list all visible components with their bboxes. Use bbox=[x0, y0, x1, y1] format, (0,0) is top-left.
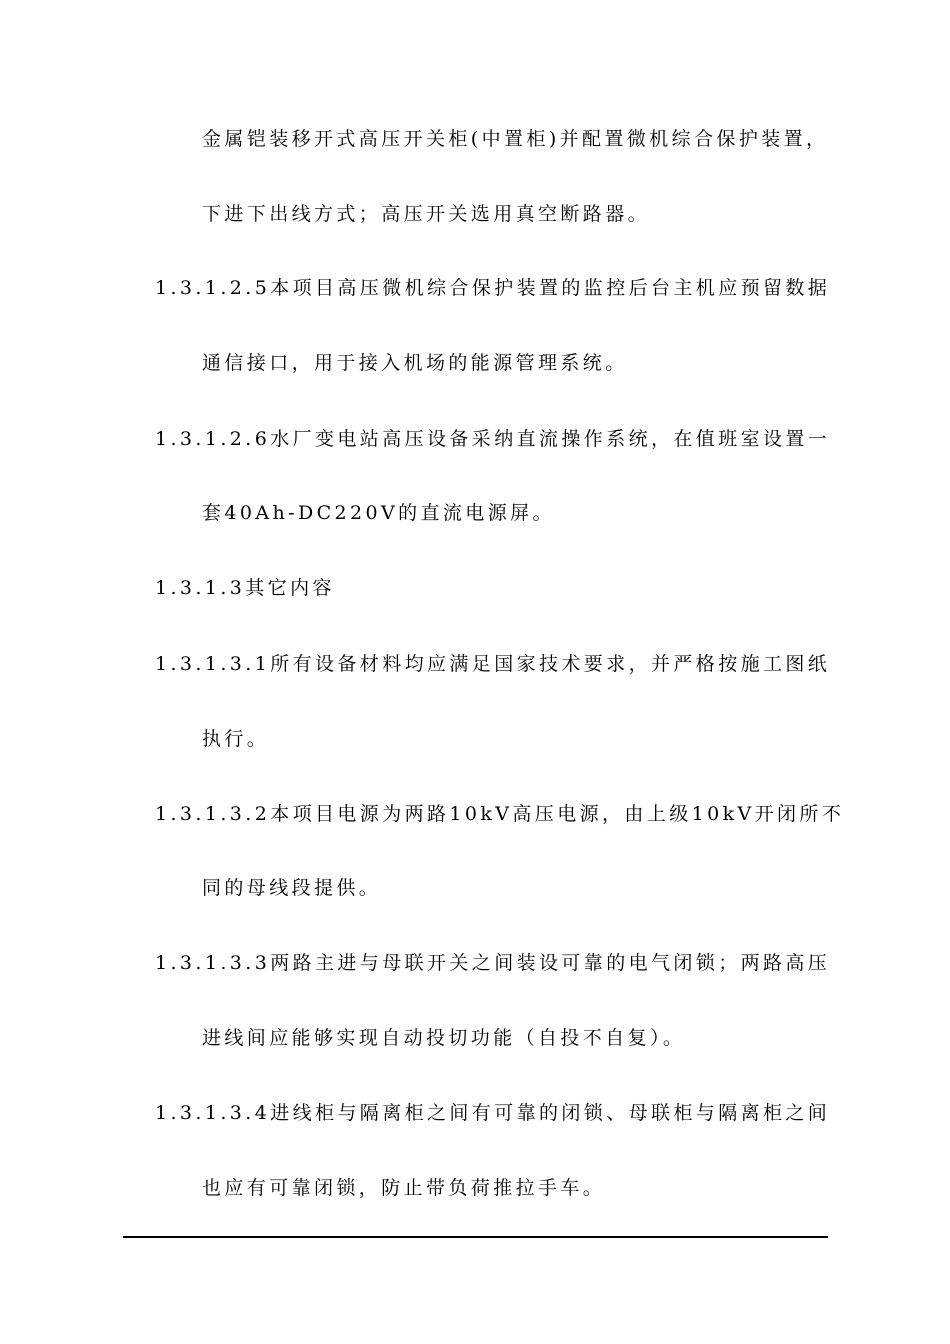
text-line: 进线间应能够实现自动投切功能（自投不自复）。 bbox=[202, 1027, 686, 1049]
text-line: 同的母线段提供。 bbox=[202, 877, 382, 899]
text-line: 也应有可靠闭锁，防止带负荷推拉手车。 bbox=[202, 1177, 606, 1199]
clause-1-3-1-3-1: 1.3.1.3.1所有设备材料均应满足国家技术要求，并严格按施工图纸 bbox=[155, 653, 831, 675]
footer-divider bbox=[123, 1236, 828, 1238]
clause-1-3-1-3-4: 1.3.1.3.4进线柜与隔离柜之间有可靠的闭锁、母联柜与隔离柜之间 bbox=[155, 1102, 831, 1124]
text-line: 套40Ah-DC220V的直流电源屏。 bbox=[202, 502, 555, 524]
clause-1-3-1-2-5: 1.3.1.2.5本项目高压微机综合保护装置的监控后台主机应预留数据 bbox=[155, 277, 831, 299]
clause-1-3-1-3-2: 1.3.1.3.2本项目电源为两路10kV高压电源，由上级10kV开闭所不 bbox=[155, 803, 845, 825]
text-line: 通信接口，用于接入机场的能源管理系统。 bbox=[202, 352, 628, 374]
text-line: 下进下出线方式；高压开关选用真空断路器。 bbox=[202, 203, 651, 225]
section-heading-1-3-1-3: 1.3.1.3其它内容 bbox=[155, 577, 335, 599]
text-line: 执行。 bbox=[202, 728, 270, 750]
clause-1-3-1-3-3: 1.3.1.3.3两路主进与母联开关之间装设可靠的电气闭锁；两路高压 bbox=[155, 952, 831, 974]
clause-1-3-1-2-6: 1.3.1.2.6水厂变电站高压设备采纳直流操作系统，在值班室设置一 bbox=[155, 428, 831, 450]
text-line: 金属铠装移开式高压开关柜(中置柜)并配置微机综合保护装置， bbox=[202, 128, 829, 150]
